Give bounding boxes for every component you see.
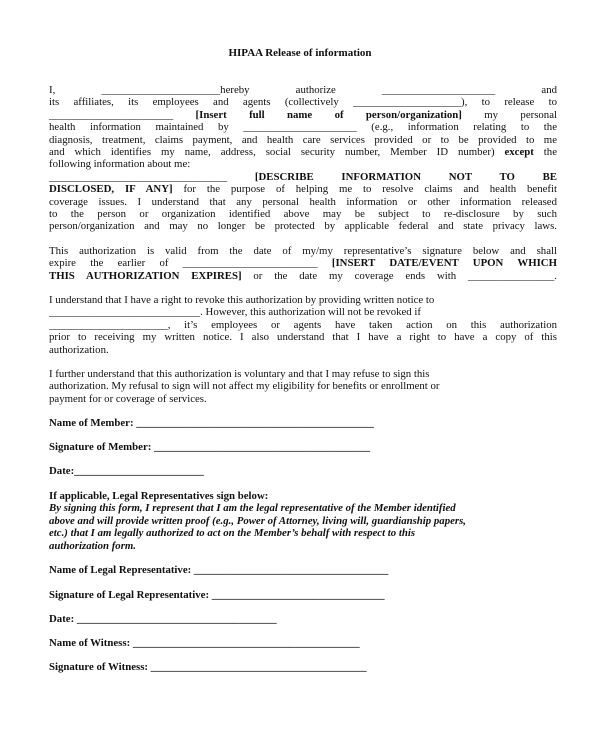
authorization-paragraph — [49, 84, 557, 233]
text-line: ____________________________. However, this authorization will not be revoked if — [49, 306, 422, 319]
witness-name-field[interactable]: Name of Witness: __________________________________________ — [49, 637, 360, 649]
voluntary-paragraph — [49, 368, 557, 405]
text-line: THIS AUTHORIZATION EXPIRES] or the date my coverage ends with ________________. — [49, 269, 558, 282]
text-line: its affiliates, its employees and agents (collectively ____________________), to release to — [49, 96, 557, 109]
validity-paragraph — [49, 245, 557, 282]
document-title: HIPAA Release of information — [228, 47, 372, 59]
text-line: to the person or organization identified above may be subject to re-disclosure by such — [49, 208, 557, 221]
witness-signature-field[interactable]: Signature of Witness: ________________________________________ — [49, 661, 367, 673]
legal-representative-section — [49, 490, 557, 552]
member-date-field[interactable]: Date:________________________ — [49, 465, 204, 477]
text-line: payment for or coverage of services. — [49, 392, 207, 405]
text-line: This authorization is valid from the date of my/my representative’s signature below and shall — [49, 245, 557, 257]
text-line: I understand that I have a right to revoke this authorization by providing written notice to — [49, 294, 435, 306]
text-line: coverage issues. I understand that any personal health information or other information released — [49, 195, 557, 208]
text-line: person/organization and may no longer be protected by applicable federal and state privacy laws. — [49, 220, 557, 233]
text-line: authorization. My refusal to sign will not affect my eligibility for benefits or enrollment or — [49, 380, 440, 393]
text-line: diagnosis, treatment, claims payment, and health care services provided or to be provided to me — [49, 133, 557, 146]
legal-rep-heading: If applicable, Legal Representatives sign below: — [49, 490, 269, 502]
text-line: expire the earlier of _________________________ [INSERT DATE/EVENT UPON WHICH — [49, 257, 557, 270]
text-line: and which identifies my name, address, social security number, Member ID number) except the — [49, 146, 558, 159]
legal-rep-name-field[interactable]: Name of Legal Representative: ____________________________________ — [49, 564, 389, 576]
legal-rep-signature-field[interactable]: Signature of Legal Representative: ________________________________ — [49, 589, 385, 601]
text-line: authorization. — [49, 343, 109, 356]
text-line: following information about me: — [49, 158, 191, 171]
revocation-paragraph — [49, 294, 557, 356]
text-line: _________________________________ [DESCRIBE INFORMATION NOT TO BE — [49, 170, 557, 183]
legal-rep-date-field[interactable]: Date: _____________________________________ — [49, 613, 277, 625]
text-line: I, ______________________hereby authorize _____________________ and — [49, 84, 557, 96]
text-line: etc.) that I am legally authorized to act on the Member’s behalf with respect to this — [49, 527, 416, 540]
member-name-field[interactable]: Name of Member: ____________________________________________ — [49, 417, 374, 429]
member-signature-field[interactable]: Signature of Member: ________________________________________ — [49, 441, 370, 453]
text-line: _______________________ [Insert full name of person/organization] my personal — [49, 108, 557, 121]
text-line: ______________________, it’s employees or agents have taken action on this authorization — [49, 318, 557, 331]
text-line: authorization form. — [49, 539, 137, 552]
text-line: DISCLOSED, IF ANY] for the purpose of helping me to resolve claims and health benefit — [49, 183, 557, 196]
text-line: above and will provide written proof (e.g., Power of Attorney, living will, guardianship papers, — [49, 514, 466, 527]
text-line: By signing this form, I represent that I am the legal representative of the Member identified — [49, 502, 456, 515]
text-line: health information maintained by _____________________ (e.g., information relating to the — [49, 121, 557, 134]
text-line: prior to receiving my written notice. I also understand that I have a right to have a copy of this — [49, 331, 557, 344]
text-line: I further understand that this authorization is voluntary and that I may refuse to sign this — [49, 368, 430, 380]
